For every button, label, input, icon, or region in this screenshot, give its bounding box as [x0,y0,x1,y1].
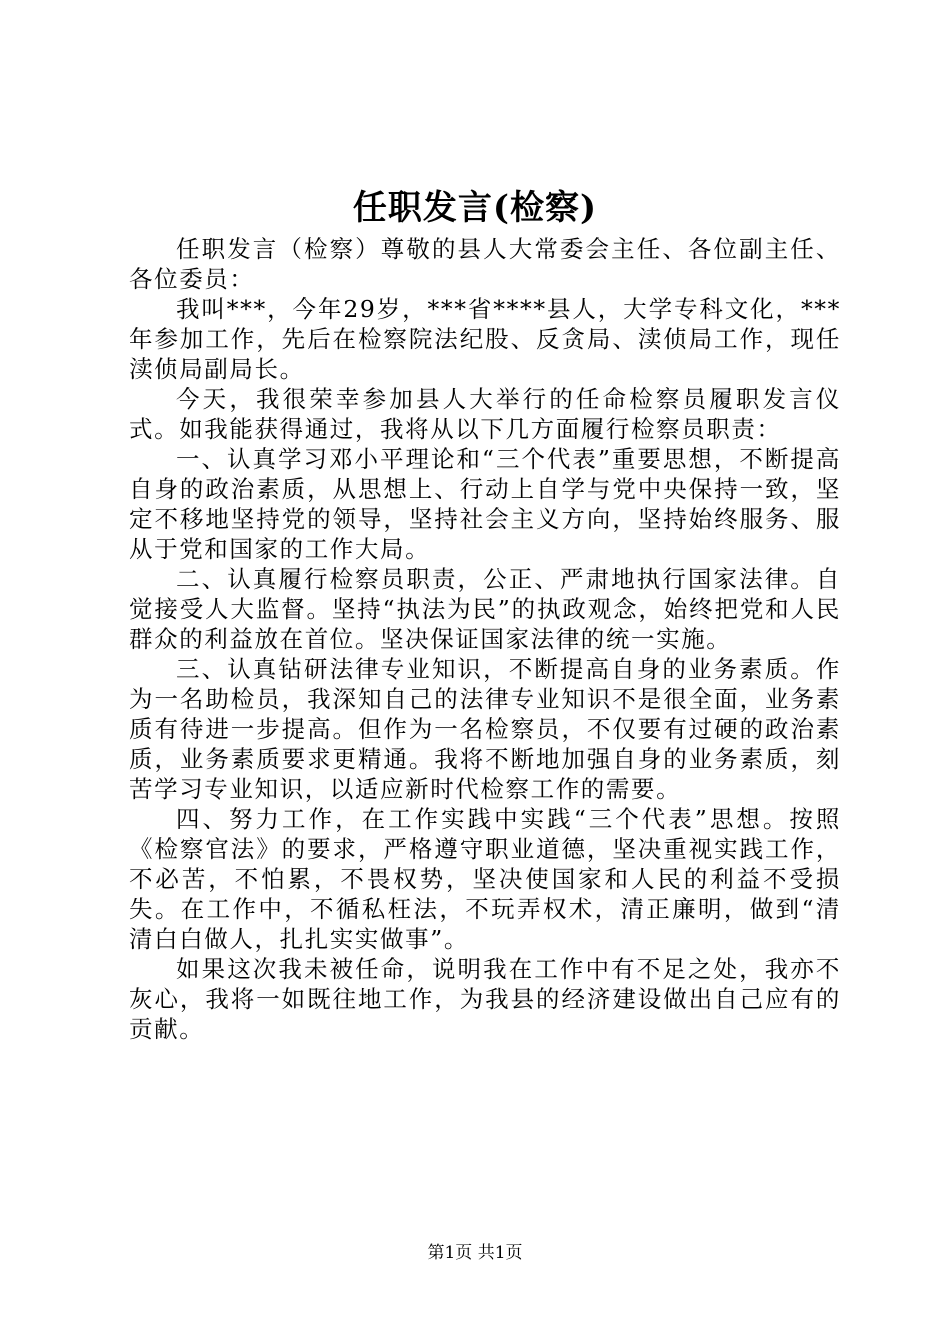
paragraph-point-three: 三、认真钻研法律专业知识，不断提高自身的业务素质。作为一名助检员，我深知自己的法律专业知识不是很全面，业务素质有待进一步提高。但作为一名检察员，不仅要有过硬的政治素质，业务素质要求更精通。我将不断地加强自身的业务素质，刻苦学习专业知识，以适应新时代检察工作的需要。 [129,655,841,803]
paragraph-point-two: 二、认真履行检察员职责，公正、严肃地执行国家法律。自觉接受人大监督。坚持“执法为民”的执政观念，始终把党和人民群众的利益放在首位。坚决保证国家法律的统一实施。 [129,565,841,653]
page-number-footer: 第1页 共1页 [427,1243,523,1263]
paragraph-occasion: 今天，我很荣幸参加县人大举行的任命检察员履职发言仪式。如我能获得通过，我将从以下几方面履行检察员职责： [129,385,841,443]
paragraph-self-introduction: 我叫***，今年29岁，***省****县人，大学专科文化，***年参加工作，先后在检察院法纪股、反贪局、渎侦局工作，现任渎侦局副局长。 [129,295,841,383]
paragraph-closing: 如果这次我未被任命，说明我在工作中有不足之处，我亦不灰心，我将一如既往地工作，为我县的经济建设做出自己应有的贡献。 [129,955,841,1043]
paragraph-point-one: 一、认真学习邓小平理论和“三个代表”重要思想，不断提高自身的政治素质，从思想上、行动上自学与党中央保持一致，坚定不移地坚持党的领导，坚持社会主义方向，坚持始终服务、服从于党和国家的工作大局。 [129,445,841,563]
document-title: 任职发言(检察) [352,188,598,228]
paragraph-point-four: 四、努力工作，在工作实践中实践“三个代表”思想。按照《检察官法》的要求，严格遵守职业道德，坚决重视实践工作，不必苦，不怕累，不畏权势，坚决使国家和人民的利益不受损失。在工作中，不循私枉法，不玩弄权术，清正廉明，做到“清清白白做人，扎扎实实做事”。 [129,805,841,953]
document-body [129,234,841,1044]
paragraph-salutation: 任职发言（检察）尊敬的县人大常委会主任、各位副主任、各位委员： [129,235,841,293]
